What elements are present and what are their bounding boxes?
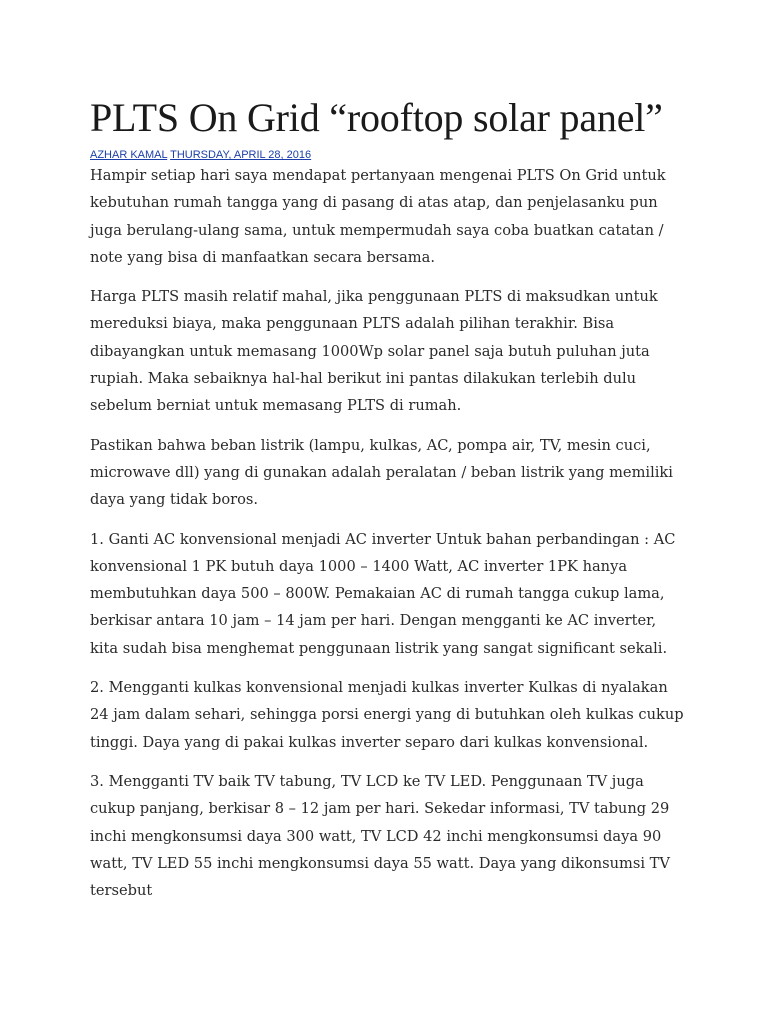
- author-link[interactable]: AZHAR KAMAL: [90, 149, 168, 161]
- article-meta: [90, 148, 686, 162]
- paragraph: 3. Mengganti TV baik TV tabung, TV LCD ke TV LED. Penggunaan TV juga cukup panjang, berkisar 8 – 12 jam per hari. Sekedar informasi, TV tabung 29 inchi mengkonsumsi daya 300 watt, TV LCD 42 inchi mengkonsumsi daya 90 watt, TV LED 55 inchi mengkonsumsi daya 55 watt. Daya yang dikonsumsi TV tersebut: [90, 772, 670, 900]
- article: [90, 94, 686, 916]
- date-link[interactable]: THURSDAY, APRIL 28, 2016: [170, 149, 312, 161]
- paragraph: 1. Ganti AC konvensional menjadi AC inverter Untuk bahan perbandingan : AC konvensional 1 PK butuh daya 1000 – 1400 Watt, AC inverter 1PK hanya membutuhkan daya 500 – 800W. Pemakaian AC di rumah tangga cukup lama, berkisar antara 10 jam – 14 jam per hari. Dengan mengganti ke AC inverter, kita sudah bisa menghemat penggunaan listrik yang sangat significant sekali.: [90, 530, 676, 657]
- paragraph: 2. Mengganti kulkas konvensional menjadi kulkas inverter Kulkas di nyalakan 24 jam dalam sehari, sehingga porsi energi yang di butuhkan oleh kulkas cukup tinggi. Daya yang di pakai kulkas inverter separo dari kulkas konvensional.: [90, 679, 684, 751]
- article-title: PLTS On Grid “rooftop solar panel”: [90, 95, 663, 140]
- article-body: [90, 162, 686, 904]
- paragraph: Hampir setiap hari saya mendapat pertanyaan mengenai PLTS On Grid untuk kebutuhan rumah tangga yang di pasang di atas atap, dan penjelasanku pun juga berulang-ulang sama, untuk mempermudah saya coba buatkan catatan / note yang bisa di manfaatkan secara bersama.: [90, 167, 666, 266]
- paragraph: Pastikan bahwa beban listrik (lampu, kulkas, AC, pompa air, TV, mesin cuci, microwave dll) yang di gunakan adalah peralatan / beban listrik yang memiliki daya yang tidak boros.: [90, 436, 673, 509]
- paragraph: Harga PLTS masih relatif mahal, jika penggunaan PLTS di maksudkan untuk mereduksi biaya, maka penggunaan PLTS adalah pilihan terakhir. Bisa dibayangkan untuk memasang 1000Wp solar panel saja butuh puluhan juta rupiah. Maka sebaiknya hal-hal berikut ini pantas dilakukan terlebih dulu sebelum berniat untuk memasang PLTS di rumah.: [90, 288, 658, 415]
